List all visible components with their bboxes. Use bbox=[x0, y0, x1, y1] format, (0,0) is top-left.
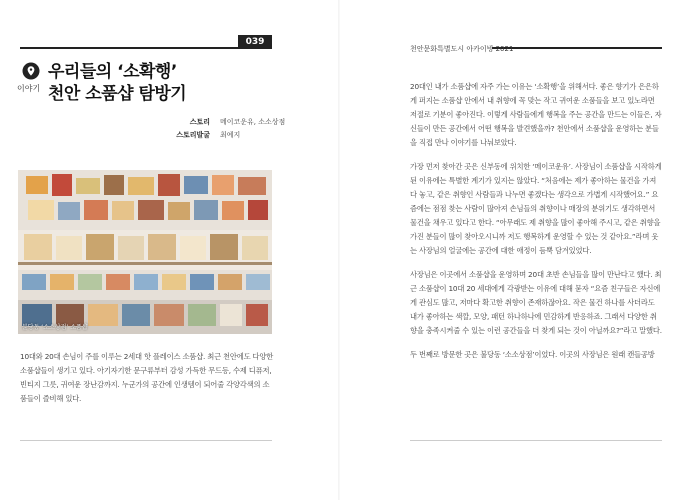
bottom-rule bbox=[20, 440, 272, 441]
meta-row bbox=[170, 116, 285, 129]
meta-key: 스토리 bbox=[189, 118, 210, 126]
page-number: 039 bbox=[238, 35, 272, 49]
meta-value: 메이코운유, 소소상점 bbox=[220, 118, 286, 126]
intro-paragraph: 10대와 20대 손님이 주를 이루는 2세대 핫 플레이스 소품샵. 최근 천안에도 다양한 소품샵들이 생기고 있다. 아기자기한 문구류부터 감성 가득한 무드등, 수제 디퓨저, 빈티지 그릇, 귀여운 장난감까지. 누군가의 공간에 인생템이 되어줄 각양각색의 소품들이 즐비해 있다. bbox=[20, 352, 274, 403]
photo-caption: 불당동 ‘소소상점’ 소품샵 bbox=[22, 324, 88, 331]
paragraph: 가장 먼저 찾아간 곳은 신부동에 위치한 ‘메이코운유’. 사장님이 소품샵을 시작하게 된 이유에는 특별한 계기가 있지는 않았다. “처음에는 제가 좋아하는 물건을 가져다 놓고, 같은 취향인 사람들과 나누면 좋겠다는 생각으로 가볍게 시작했어요.” 요즘에는 점점 찾는 사람이 많아져 손님들의 취향이나 매장의 분위기도 생각하면서 물건을 채우고 있다고 한다. “아무래도 제 취향을 많이 좋아해 주시고, 같은 취향을 가진 분들이 많이 찾아오시니까 저도 행복하게 운영할 수 있는 것 같아요.”라며 웃는 사장님의 얼굴에는 공간에 대한 애정이 듬뿍 담겨있었다. bbox=[410, 162, 662, 255]
bottom-rule bbox=[410, 440, 662, 441]
story-label: 이야기 bbox=[17, 84, 41, 93]
page-title: 우리들의 ‘소확행’ bbox=[48, 62, 177, 82]
article-body bbox=[410, 80, 662, 372]
paragraph: 두 번째로 방문한 곳은 불당동 ‘소소상점’이었다. 이곳의 사장님은 원래 캔들공방 bbox=[410, 350, 655, 359]
paragraph: 20대인 내가 소품샵에 자주 가는 이유는 ‘소확행’을 위해서다. 좋은 향기가 은은하게 퍼지는 소품샵 안에서 내 취향에 꼭 맞는 작고 귀여운 소품들을 보고 있노라면 저절로 기분이 좋아진다. 이렇게 사람들에게 행복을 주는 공간을 만드는 이들은, 자신들이 만든 공간에서 어떤 행복을 발견했을까? 천안에서 소품샵을 운영하는 분들을 직접 만나 이야기를 나눠보았다. bbox=[410, 82, 662, 147]
meta-key: 스토리발굴 bbox=[176, 131, 210, 139]
meta-row bbox=[170, 129, 285, 142]
location-pin-icon bbox=[22, 62, 40, 80]
page-subtitle: 천안 소품샵 탐방기 bbox=[48, 84, 187, 104]
paragraph: 사장님은 이곳에서 소품샵을 운영하며 20대 초반 손님들을 많이 만난다고 했다. 최근 소품샵이 10대 20 세대에게 각광받는 이유에 대해 묻자 “요즘 친구들은 자신에게 관심도 많고, 저마다 확고한 취향이 존재하잖아요. 작은 물건 하나를 사더라도 내가 좋아하는 색깔, 모양, 패턴 하나하나에 민감하게 반응하죠. 그래서 다양한 취향을 충족시켜줄 수 있는 이런 공간들을 더 찾게 되는 것이 아닐까요?”라고 말했다. bbox=[410, 270, 662, 335]
top-rule bbox=[20, 47, 272, 49]
meta-value: 최예지 bbox=[220, 131, 241, 139]
running-head: 천안문화특별도시 아카이빙 2021 bbox=[410, 45, 514, 53]
story-meta bbox=[170, 116, 285, 142]
shop-photo bbox=[18, 170, 272, 334]
